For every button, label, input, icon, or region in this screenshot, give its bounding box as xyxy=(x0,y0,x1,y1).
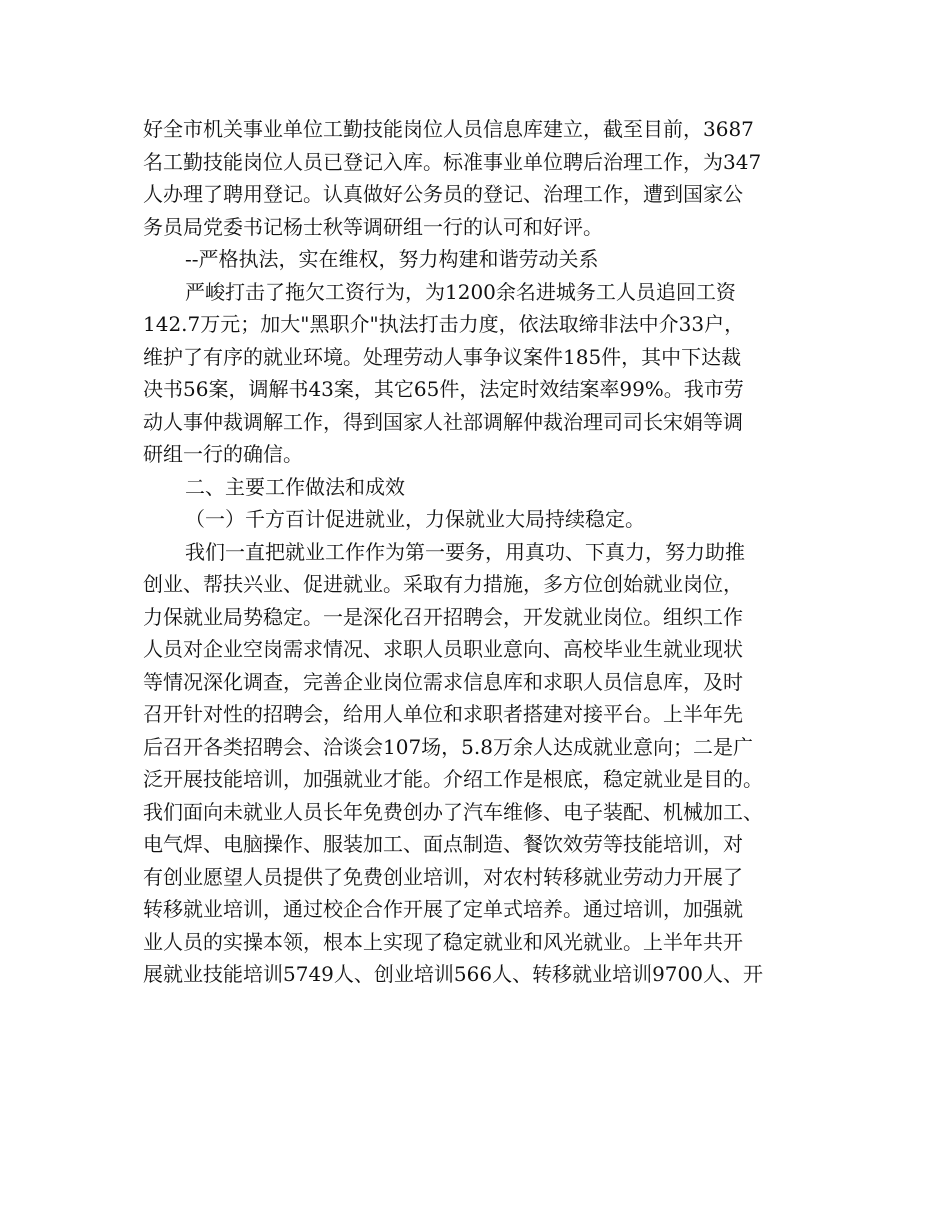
text-line: 力保就业局势稳定。一是深化召开招聘会，开发就业岗位。组织工作 xyxy=(143,604,743,629)
text-line: 我们一直把就业工作作为第一要务，用真功、下真力，努力助推 xyxy=(185,539,745,564)
text-line: 务员局党委书记杨士秋等调研组一行的认可和好评。 xyxy=(143,214,603,239)
text-line: 严峻打击了拖欠工资行为，为1200余名进城务工人员追回工资 xyxy=(185,279,736,304)
text-line: 有创业愿望人员提供了免费创业培训，对农村转移就业劳动力开展了 xyxy=(143,864,743,889)
text-line: 泛开展技能培训，加强就业才能。介绍工作是根底，稳定就业是目的。 xyxy=(143,767,763,791)
text-line: 142.7万元；加大"黑职介"执法打击力度，依法取缔非法中介33户， xyxy=(143,312,745,336)
text-line: 等情况深化调查，完善企业岗位需求信息库和求职人员信息库，及时 xyxy=(143,669,743,694)
text-line: 转移就业培训，通过校企合作开展了定单式培养。通过培训，加强就 xyxy=(143,897,743,921)
text-line: 业人员的实操本领，根本上实现了稳定就业和风光就业。上半年共开 xyxy=(143,929,743,954)
text-line: 好全市机关事业单位工勤技能岗位人员信息库建立，截至目前，3687 xyxy=(143,117,754,141)
text-line: 动人事仲裁调解工作，得到国家人社部调解仲裁治理司司长宋娟等调 xyxy=(143,409,743,434)
text-line: 展就业技能培训5749人、创业培训566人、转移就业培训9700人、开 xyxy=(143,962,763,986)
text-line: 名工勤技能岗位人员已登记入库。标准事业单位聘后治理工作，为347 xyxy=(143,149,762,174)
text-line: 后召开各类招聘会、洽谈会107场，5.8万余人达成就业意向；二是广 xyxy=(143,734,753,759)
text-line: （一）千方百计促进就业，力保就业大局持续稳定。 xyxy=(185,507,645,531)
document-body xyxy=(143,113,813,991)
text-line: 决书56案，调解书43案，其它65件，法定时效结案率99%。我市劳 xyxy=(143,377,744,401)
text-line: 我们面向未就业人员长年免费创办了汽车维修、电子装配、机械加工、 xyxy=(143,799,763,824)
text-line: 研组一行的确信。 xyxy=(143,442,303,466)
text-line: --严格执法，实在维权，努力构建和谐劳动关系 xyxy=(185,247,599,271)
text-line: 维护了有序的就业环境。处理劳动人事争议案件185件，其中下达裁 xyxy=(143,344,742,369)
text-line: 二、主要工作做法和成效 xyxy=(185,474,405,499)
text-line: 人员对企业空岗需求情况、求职人员职业意向、高校毕业生就业现状 xyxy=(143,637,743,661)
text-line: 人办理了聘用登记。认真做好公务员的登记、治理工作，遭到国家公 xyxy=(143,182,743,206)
text-line: 创业、帮扶兴业、促进就业。采取有力措施，多方位创始就业岗位， xyxy=(143,572,743,596)
text-line: 召开针对性的招聘会，给用人单位和求职者搭建对接平台。上半年先 xyxy=(143,702,743,726)
text-line: 电气焊、电脑操作、服装加工、面点制造、餐饮效劳等技能培训，对 xyxy=(143,832,743,856)
